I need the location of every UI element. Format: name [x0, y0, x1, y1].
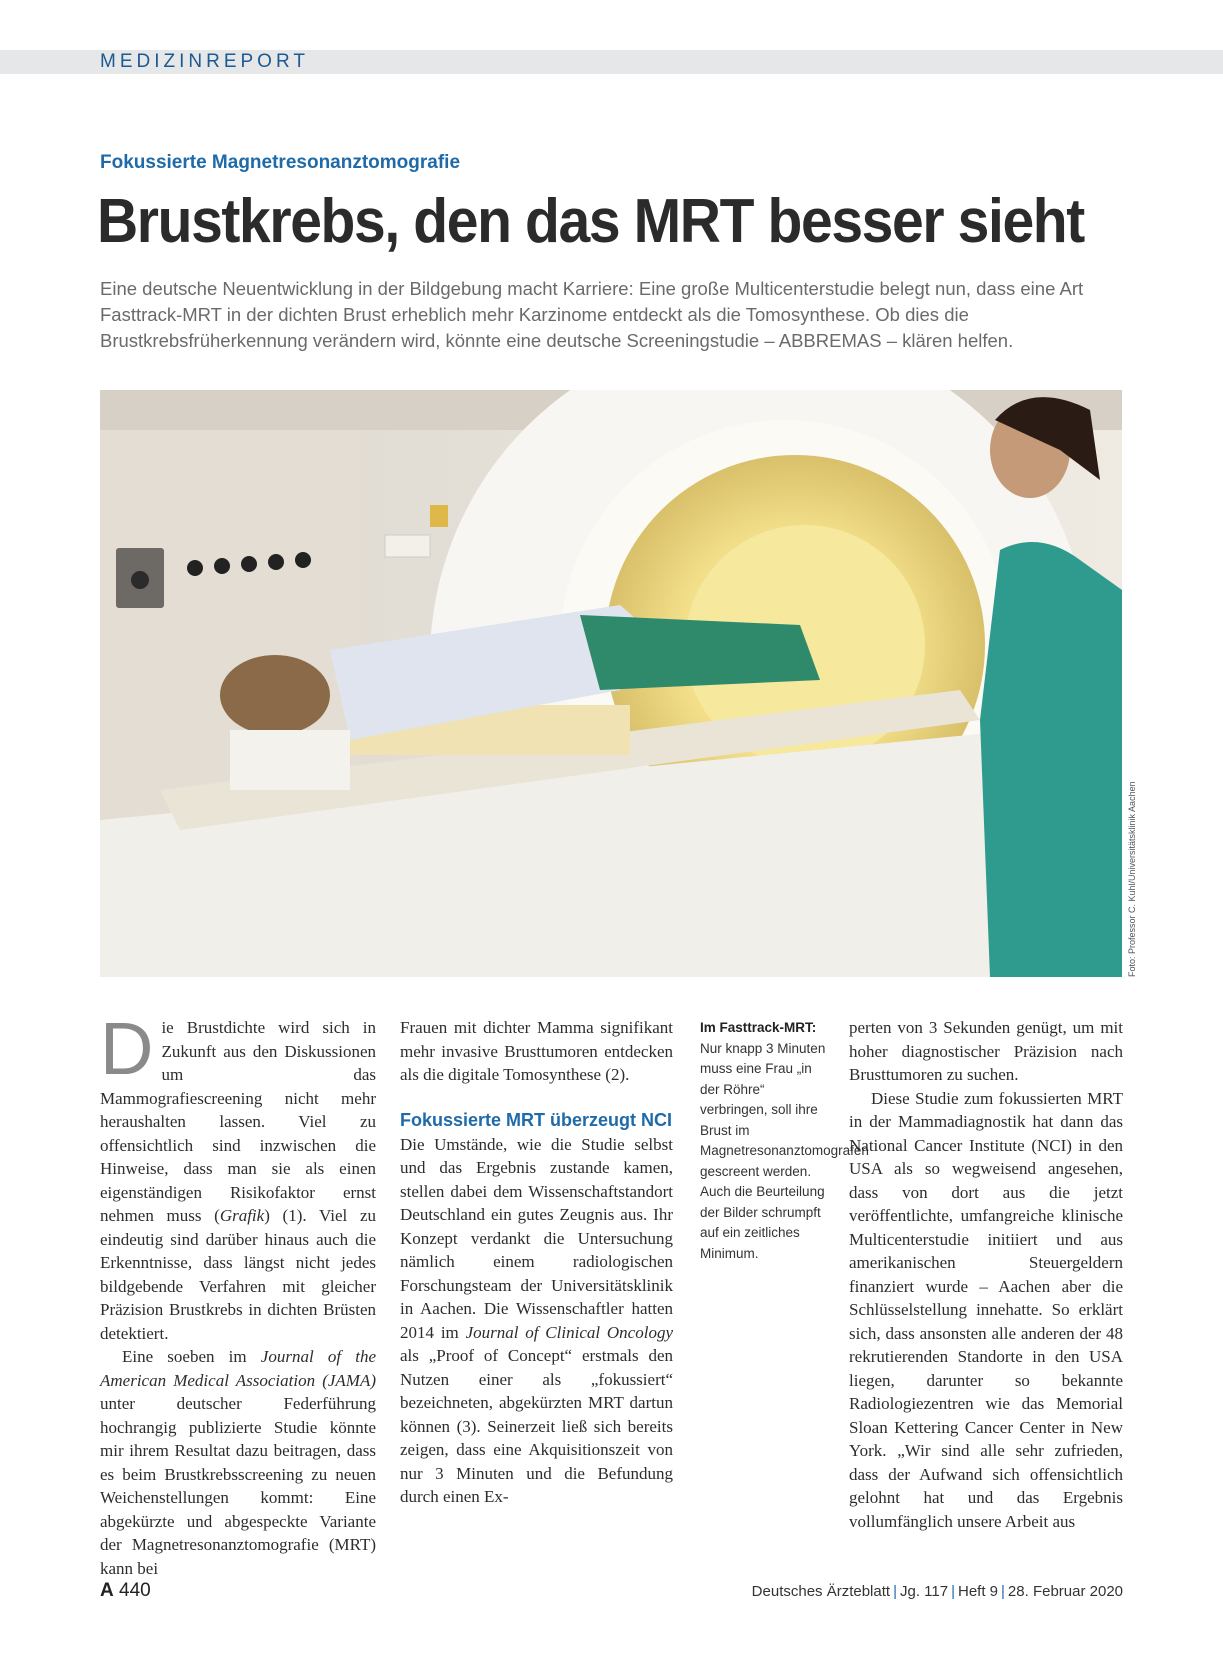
journal-volume: Jg. 117 — [899, 1583, 949, 1600]
body-text: unter deutscher Federführung hochrangig publizierte Studie könnte mir ihrem Resultat dazu beitragen, dass es beim Brustkrebsscreening zu neuen Weichenstellungen kommt: Eine abgekürzte und abgespeckte Variante der Magnetresonanztomografie (MRT) kann bei — [100, 1394, 376, 1578]
journal-name: Deutsches Ärzteblatt — [751, 1583, 891, 1600]
figure-reference: Grafik — [219, 1206, 265, 1225]
body-text: ie Brustdichte wird sich in Zukunft aus den Diskussionen um das Mammografiescreening nicht mehr heraushalten lassen. Viel zu offensichtlich sind inzwischen die Hinweise, dass man sie als einen eigenständigen Risikofaktor ernst nehmen muss ( — [100, 1018, 376, 1225]
footer-separator: | — [951, 1583, 955, 1600]
body-paragraph: perten von 3 Sekunden genügt, um mit hoher diagnostischer Präzision nach Brusttumoren zu suchen. — [849, 1018, 1123, 1084]
section-label: MEDIZINREPORT — [100, 51, 309, 72]
article-title: Brustkrebs, den das MRT besser sieht — [97, 187, 1084, 256]
drop-cap: D — [100, 1007, 154, 1090]
caption-text: Nur knapp 3 Minuten muss eine Frau „in der Röhre“ verbringen, soll ihre Brust im Magnetresonanztomografen gescreent werden. Auch die Beurteilung der Bilder schrumpft auf ein zeitliches Minimum. — [700, 1040, 869, 1261]
journal-reference: Journal of the American Medical Association (JAMA) — [100, 1347, 376, 1390]
body-paragraph: Diese Studie zum fokussierten MRT in der Mammadiagnostik hat dann das National Cancer Institute (NCI) in den USA als so wegweisend angesehen, dass von dort aus die jetzt veröffentlichte, umfangreiche klinische Multicenterstudie initiiert und aus amerikanischen Steuergeldern finanziert wurde – Aachen aber die Schlüsselstellung innehatte. So erklärt sich, dass ansonsten alle anderen der 48 rekrutierenden Standorte in den USA liegen, darunter so bekannte Radiologiezentren wie das Memorial Sloan Kettering Cancer Center in New York. „Wir sind alle sehr zufrieden, dass der Aufwand sich offensichtlich gelohnt hat und das Ergebnis vollumfänglich unsere Arbeit aus — [849, 1088, 1123, 1531]
photo-credit: Foto: Professor C. Kuhl/Universitätsklinik Aachen — [1127, 781, 1137, 977]
page-prefix: A — [100, 1580, 114, 1601]
article-lead: Eine deutsche Neuentwicklung in der Bildgebung macht Karriere: Eine große Multicenterstudie belegt nun, dass eine Art Fasttrack-MRT in der dichten Brust erheblich mehr Karzinome entdeckt als die Tomosynthese. Ob dies die Brustkrebsfrüherkennung verändern wird, könnte eine deutsche Screeningstudie – ABBREMAS – klären helfen. — [100, 278, 1084, 351]
mri-scene-illustration — [100, 390, 1122, 977]
footer-separator: | — [893, 1583, 897, 1600]
body-text: ) (1). Viel zu eindeutig sind darüber hinaus auch die Erkenntnisse, dass längst nicht jedes bildgebende Verfahren mit gleicher Präzision Brustkrebs in dichten Brüsten detektiert. — [100, 1206, 376, 1343]
photo-caption — [700, 1018, 869, 1264]
body-paragraph — [100, 1007, 376, 1345]
footer-separator: | — [1001, 1583, 1005, 1600]
body-text: als „Proof of Concept“ erstmals den Nutzen einer als „fokussiert“ bezeichneten, abgekürzten MRT dartun können (3). Seinerzeit ließ sich bereits zeigen, dass eine Akquisitionszeit von nur 3 Minuten und die Befundung durch einen Ex- — [400, 1346, 673, 1506]
body-column-1 — [100, 1007, 376, 1580]
body-text: Eine soeben im — [122, 1347, 261, 1366]
body-paragraph: Frauen mit dichter Mamma signifikant mehr invasive Brusttumoren entdecken als die digitale Tomosynthese (2). — [400, 1018, 673, 1084]
issue-date: 28. Februar 2020 — [1007, 1583, 1123, 1600]
body-text: Die Umstände, wie die Studie selbst und das Ergebnis zustande kamen, stellen dabei dem Wissenschaftstandort Deutschland ein gutes Zeugnis aus. Ihr Konzept verdankt die Untersuchung nämlich einem radiologischen Forschungsteam der Universitätsklinik in Aachen. Die Wissenschaftler hatten 2014 im — [400, 1134, 673, 1342]
body-paragraph — [100, 1345, 376, 1580]
section-subhead: Fokussierte MRT überzeugt NCI — [400, 1109, 673, 1130]
caption-title: Im Fasttrack-MRT: — [700, 1020, 817, 1035]
mri-photo — [100, 390, 1122, 977]
body-column-2 — [400, 1016, 673, 1509]
body-column-4 — [849, 1016, 1123, 1533]
journal-reference: Journal of Clinical Oncology — [465, 1322, 673, 1342]
body-paragraph — [400, 1133, 673, 1509]
journal-footer — [752, 1583, 1123, 1600]
page-number — [100, 1580, 151, 1602]
article-kicker: Fokussierte Magnetresonanztomografie — [100, 152, 461, 173]
page-number-value: 440 — [119, 1580, 151, 1601]
journal-issue: Heft 9 — [957, 1583, 999, 1600]
